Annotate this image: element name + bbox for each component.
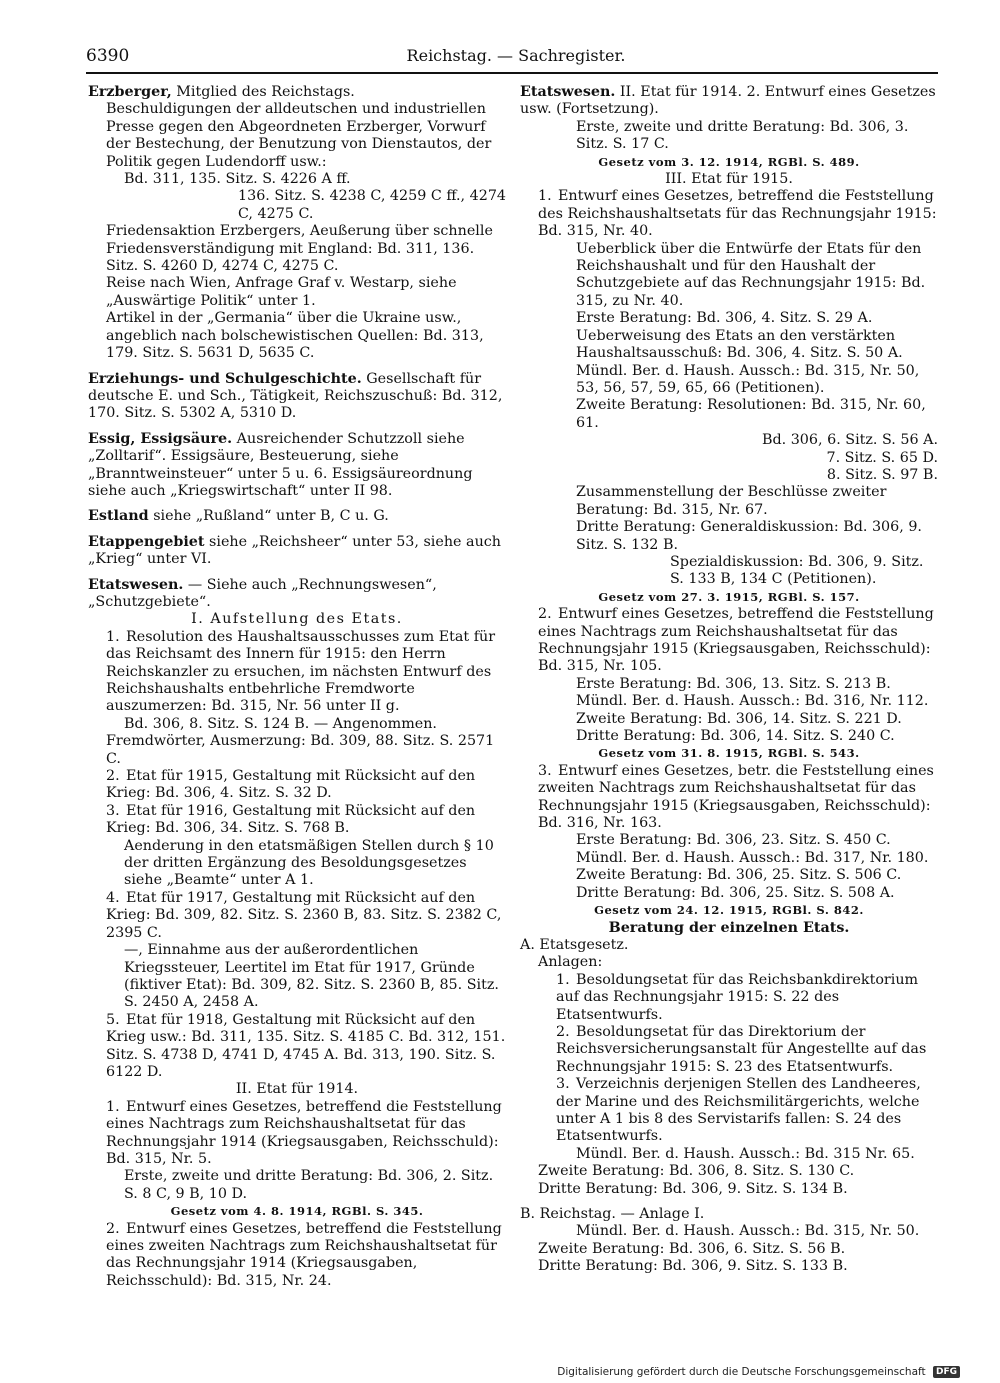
section-heading: Beratung der einzelnen Etats. bbox=[608, 919, 850, 936]
entry-line: Spezialdiskussion: Bd. 306, 9. Sitz. S. 133 B, 134 C (Petitionen). bbox=[670, 553, 924, 588]
entry-line: 136. Sitz. S. 4238 C, 4259 C ff., 4274 C, 4275 C. bbox=[238, 188, 507, 222]
entry-line: Dritte Beratung: Bd. 306, 9. Sitz. S. 133 B. bbox=[538, 1258, 848, 1275]
list-item: 3. Verzeichnis derjenigen Stellen des Landheeres, der Marine und des Reichsmilitärgerichts, welche unter A 1 bis 8 des Servistarifs fallen: S. 24 des Etatsentwurfs. bbox=[556, 1076, 921, 1145]
entry-erziehung bbox=[88, 371, 506, 423]
entry-head: Estland bbox=[88, 508, 149, 525]
entry-text: — Siehe auch „Rechnungswesen“, „Schutzgebiete“. bbox=[88, 576, 437, 610]
entry-line: Erste Beratung: Bd. 306, 13. Sitz. S. 213 B. bbox=[576, 675, 891, 692]
list-item: Fremdwörter, Ausmerzung: Bd. 309, 88. Sitz. S. 2571 C. bbox=[106, 733, 495, 767]
entry-line: Beschuldigungen der alldeutschen und industriellen Presse gegen den Abgeordneten Erzberger, Vorwurf der Bestechung, der Benutzung von Dienstautos, der Politik gegen Ludendorff usw.: bbox=[106, 101, 492, 170]
list-item: 1. Besoldungsetat für das Reichsbankdirektorium auf das Rechnungsjahr 1915: S. 22 des Etatsentwurfs. bbox=[556, 971, 919, 1023]
law-reference: Gesetz vom 3. 12. 1914, RGBl. S. 489. bbox=[598, 154, 860, 169]
running-title: Reichstag. — Sachregister. bbox=[406, 46, 626, 65]
entry-text: Mitglied des Reichstags. bbox=[176, 84, 355, 100]
entry-text: Ausreichender Schutzzoll siehe „Zolltarif“. Essigsäure, Besteuerung, siehe „Branntweinsteuer“ unter 5 u. 6. Essigsäureordnung siehe auch „Kriegswirtschaft“ unter II 98. bbox=[88, 430, 473, 499]
list-item: 2. Etat für 1915, Gestaltung mit Rücksicht auf den Krieg: Bd. 306, 4. Sitz. S. 32 D. bbox=[106, 768, 476, 802]
list-item: Bd. 306, 8. Sitz. S. 124 B. — Angenommen. bbox=[124, 715, 437, 732]
entry-text: Gesellschaft für deutsche E. und Sch., Tätigkeit, Reichszuschuß: Bd. 312, 170. Sitz. S. 5302 A, 5310 D. bbox=[88, 370, 503, 422]
list-item: 5. Etat für 1918, Gestaltung mit Rücksicht auf den Krieg usw.: Bd. 311, 135. Sitz. S. 4185 C. Bd. 312, 151. Sitz. S. 4738 D, 4741 D, 4745 A. Bd. 313, 190. Sitz. S. 6122 D. bbox=[106, 1011, 506, 1080]
subsection-heading: A. Etatsgesetz. bbox=[520, 936, 629, 953]
entry-line: Zweite Beratung: Bd. 306, 8. Sitz. S. 130 C. bbox=[538, 1163, 855, 1180]
entry-line: Dritte Beratung: Bd. 306, 14. Sitz. S. 240 C. bbox=[576, 728, 895, 745]
entry-text: II. Etat für 1914. 2. Entwurf eines Gesetzes usw. (Fortsetzung). bbox=[520, 84, 936, 118]
entry-head: Etatswesen. bbox=[88, 576, 184, 593]
left-column bbox=[88, 84, 506, 1290]
entry-line: Zusammenstellung der Beschlüsse zweiter Beratung: Bd. 315, Nr. 67. bbox=[576, 484, 887, 518]
section-heading: I. Aufstellung des Etats. bbox=[191, 611, 403, 628]
entry-line: Dritte Beratung: Generaldiskussion: Bd. 306, 9. Sitz. S. 132 B. bbox=[576, 519, 922, 553]
entry-line: Anlagen: bbox=[538, 954, 603, 971]
law-reference: Gesetz vom 31. 8. 1915, RGBl. S. 543. bbox=[598, 746, 860, 761]
entry-line: Zweite Beratung: Bd. 306, 25. Sitz. S. 506 C. bbox=[576, 867, 902, 884]
entry-line: Dritte Beratung: Bd. 306, 9. Sitz. S. 134 B. bbox=[538, 1180, 848, 1197]
entry-line: Bd. 311, 135. Sitz. S. 4226 A ff. bbox=[124, 171, 351, 188]
entry-line: Erste Beratung: Bd. 306, 23. Sitz. S. 450 C. bbox=[576, 832, 891, 849]
section-heading: III. Etat für 1915. bbox=[665, 171, 793, 188]
law-reference: Gesetz vom 24. 12. 1915, RGBl. S. 842. bbox=[594, 903, 864, 918]
footer-credit bbox=[557, 1366, 960, 1378]
entry-line: Zweite Beratung: Bd. 306, 6. Sitz. S. 56 B. bbox=[538, 1240, 846, 1257]
entry-line: Reise nach Wien, Anfrage Graf v. Westarp, siehe „Auswärtige Politik“ unter 1. bbox=[106, 275, 457, 309]
entry-line: Mündl. Ber. d. Haush. Aussch.: Bd. 315 Nr. 65. bbox=[576, 1145, 915, 1162]
entry-head: Etatswesen. bbox=[520, 84, 616, 100]
entry-line: Artikel in der „Germania“ über die Ukraine usw., angeblich nach bolschewistischen Quellen: Bd. 313, 179. Sitz. S. 5631 D, 5635 C. bbox=[106, 310, 484, 362]
list-item: —, Einnahme aus der außerordentlichen Kriegssteuer, Leertitel im Etat für 1917, Gründe (fiktiver Etat): Bd. 309, 82. Sitz. S. 2360 B, 85. Sitz. S. 2450 A, 2458 A. bbox=[124, 942, 499, 1011]
entry-line: Mündl. Ber. d. Haush. Aussch.: Bd. 316, Nr. 112. bbox=[576, 693, 929, 710]
list-item: 3. Entwurf eines Gesetzes, betr. die Feststellung eines zweiten Nachtrags zum Reichshaushaltsetat für das Rechnungsjahr 1915 (Kriegsausgaben, Reichsschuld): Bd. 316, Nr. 163. bbox=[538, 762, 934, 832]
entry-text: siehe „Reichsheer“ unter 53, siehe auch „Krieg“ unter VI. bbox=[88, 533, 502, 568]
entry-line: Ueberblick über die Entwürfe der Etats für den Reichshaushalt und für den Haushalt der Schutzgebiete auf das Rechnungsjahr 1915: Bd. 315, zu Nr. 40. bbox=[576, 240, 926, 309]
list-item: Erste, zweite und dritte Beratung: Bd. 306, 2. Sitz. S. 8 C, 9 B, 10 D. bbox=[124, 1168, 494, 1202]
item-list bbox=[88, 629, 506, 1082]
entry-head: Essig, Essigsäure. bbox=[88, 430, 233, 447]
right-column bbox=[520, 84, 938, 1276]
entry-line: Bd. 306, 6. Sitz. S. 56 A. bbox=[761, 432, 938, 449]
list-item: 2. Entwurf eines Gesetzes, betreffend die Feststellung eines zweiten Nachtrags zum Reichshaushaltsetat für das Rechnungsjahr 1914 (Kriegsausgaben, Reichsschuld): Bd. 315, Nr. 24. bbox=[106, 1220, 502, 1289]
entry-etatswesen bbox=[88, 577, 506, 612]
header-rule bbox=[86, 72, 938, 74]
entry-line: Erste Beratung: Bd. 306, 4. Sitz. S. 29 A. bbox=[576, 310, 873, 327]
list-item: 3. Etat für 1916, Gestaltung mit Rücksicht auf den Krieg: Bd. 306, 34. Sitz. S. 768 B. bbox=[106, 802, 476, 837]
list-item: Aenderung in den etatsmäßigen Stellen durch § 10 der dritten Ergänzung des Besoldungsgesetzes siehe „Beamte“ unter A 1. bbox=[124, 837, 494, 889]
continuation-head bbox=[520, 84, 938, 119]
list-item: 1. Resolution des Haushaltsausschusses zum Etat für das Reichsamt des Innern für 1915: den Herrn Reichskanzler zu ersuchen, im nächsten Entwurf des Reichshaushalts entbehrliche Fremdworte auszumerzen: Bd. 315, Nr. 56 unter II g. bbox=[106, 628, 496, 715]
entry-head: Etappengebiet bbox=[88, 533, 205, 550]
law-reference: Gesetz vom 27. 3. 1915, RGBl. S. 157. bbox=[598, 589, 860, 604]
entry-line: Zweite Beratung: Bd. 306, 14. Sitz. S. 221 D. bbox=[576, 710, 902, 727]
entry-line: 8. Sitz. S. 97 B. bbox=[826, 466, 938, 483]
entry-head: Erziehungs- und Schulgeschichte. bbox=[88, 370, 362, 387]
entry-line: Ueberweisung des Etats an den verstärkten Haushaltsausschuß: Bd. 306, 4. Sitz. S. 50 A. bbox=[576, 327, 903, 362]
list-item: 1. Entwurf eines Gesetzes, betreffend die Feststellung des Reichshaushaltsetats für das Rechnungsjahr 1915: Bd. 315, Nr. 40. bbox=[538, 188, 937, 240]
list-item: 4. Etat für 1917, Gestaltung mit Rücksicht auf den Krieg: Bd. 309, 82. Sitz. S. 2360 B, 83. Sitz. S. 2382 C, 2395 C. bbox=[106, 889, 502, 941]
credit-text: Digitalisierung gefördert durch die Deutsche Forschungsgemeinschaft bbox=[557, 1366, 926, 1378]
entry-line: Mündl. Ber. d. Haush. Aussch.: Bd. 317, Nr. 180. bbox=[576, 849, 929, 866]
entry-text: siehe „Rußland“ unter B, C u. G. bbox=[153, 508, 389, 525]
list-item: 2. Entwurf eines Gesetzes, betreffend die Feststellung eines Nachtrags zum Reichshaushaltsetat für das Rechnungsjahr 1915 (Kriegsausgaben, Reichsschuld): Bd. 315, Nr. 105. bbox=[538, 606, 934, 675]
entry-head: Erzberger, bbox=[88, 84, 172, 100]
entry-line: Mündl. Ber. d. Haush. Aussch.: Bd. 315, Nr. 50. bbox=[576, 1223, 920, 1240]
section-heading: II. Etat für 1914. bbox=[235, 1081, 359, 1098]
entry-line: Mündl. Ber. d. Haush. Aussch.: Bd. 315, Nr. 50, 53, 56, 57, 59, 65, 66 (Petitionen). bbox=[576, 362, 920, 396]
entry-line: Zweite Beratung: Resolutionen: Bd. 315, Nr. 60, 61. bbox=[576, 397, 926, 431]
entry-line: Friedensaktion Erzbergers, Aeußerung über schnelle Friedensverständigung mit England: Bd. 311, 136. Sitz. S. 4260 D, 4274 C, 4275 C. bbox=[106, 223, 493, 275]
list-item: 2. Besoldungsetat für das Direktorium der Reichsversicherungsanstalt für Angestellte auf das Rechnungsjahr 1915: S. 23 des Etatsentwurfs. bbox=[556, 1023, 927, 1075]
dfg-logo-icon: DFG bbox=[933, 1366, 960, 1378]
entry-estland bbox=[88, 508, 506, 525]
entry-essig bbox=[88, 431, 506, 501]
entry-line: Dritte Beratung: Bd. 306, 25. Sitz. S. 508 A. bbox=[576, 884, 895, 901]
entry-line: 7. Sitz. S. 65 D. bbox=[826, 449, 938, 466]
page-header bbox=[86, 44, 946, 74]
entry-erzberger bbox=[88, 84, 506, 101]
entry-line: Erste, zweite und dritte Beratung: Bd. 306, 3. Sitz. S. 17 C. bbox=[576, 118, 909, 153]
subsection-heading: B. Reichstag. — Anlage I. bbox=[520, 1206, 705, 1222]
law-reference: Gesetz vom 4. 8. 1914, RGBl. S. 345. bbox=[170, 1204, 424, 1219]
list-item: 1. Entwurf eines Gesetzes, betreffend die Feststellung eines Nachtrags zum Reichshaushaltsetat für das Rechnungsjahr 1914 (Kriegsausgaben, Reichsschuld): Bd. 315, Nr. 5. bbox=[106, 1098, 502, 1167]
page-number: 6390 bbox=[86, 46, 130, 66]
entry-etappengebiet bbox=[88, 534, 506, 569]
